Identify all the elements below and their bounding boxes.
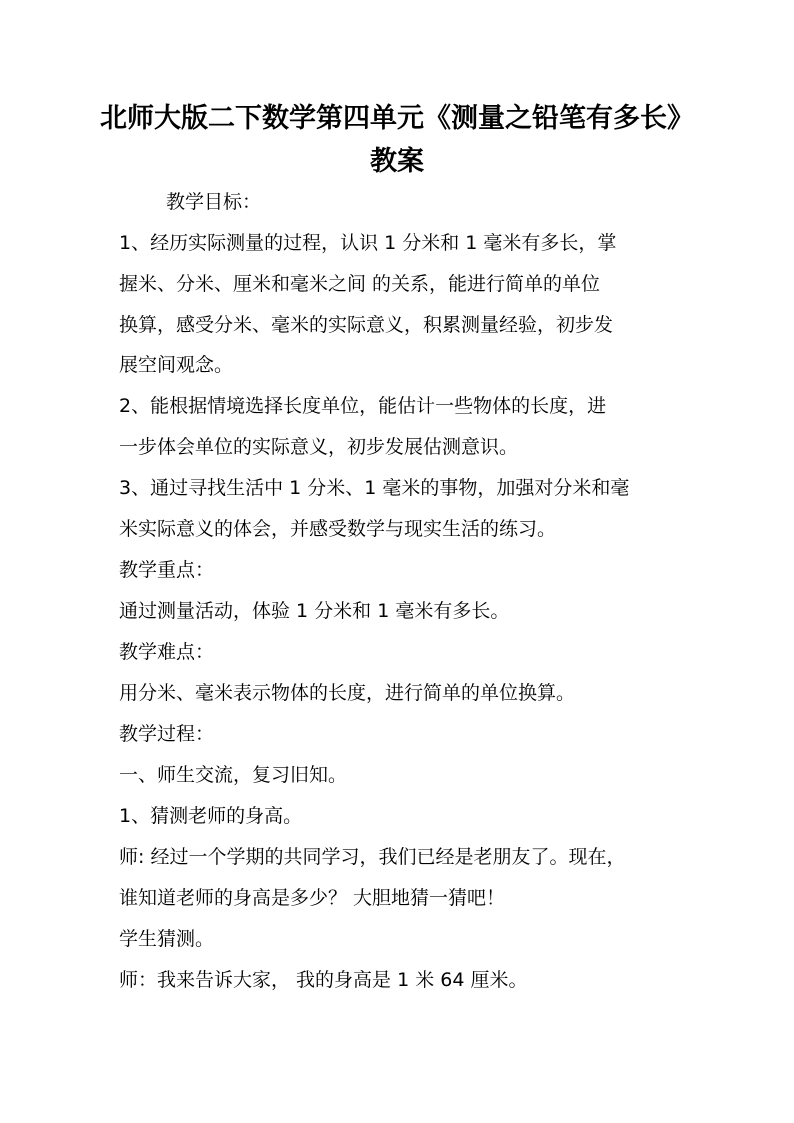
- paragraph-line: 3、通过寻找生活中 1 分米、1 毫米的事物，加强对分米和毫: [119, 477, 630, 499]
- section-heading-difficulties: 教学难点：: [119, 641, 215, 663]
- paragraph-line: 一、师生交流，复习旧知。: [119, 764, 348, 786]
- paragraph-line: 师：我来告诉大家， 我的身高是 1 米 64 厘米。: [119, 969, 528, 991]
- paragraph-line: 师: 经过一个学期的共同学习，我们已经是老朋友了。现在，: [119, 846, 626, 868]
- paragraph-line: 米实际意义的体会，并感受数学与现实生活的练习。: [119, 518, 557, 540]
- section-heading-objectives: 教学目标：: [166, 191, 262, 213]
- paragraph-line: 学生猜测。: [119, 928, 215, 950]
- paragraph-line: 一步体会单位的实际意义，初步发展估测意识。: [119, 436, 519, 458]
- paragraph-line: 通过测量活动，体验 1 分米和 1 毫米有多长。: [119, 600, 510, 622]
- paragraph-line: 1、经历实际测量的过程，认识 1 分米和 1 毫米有多长，掌: [119, 232, 617, 254]
- paragraph-line: 握米、分米、厘米和毫米之间 的关系，能进行简单的单位: [119, 273, 601, 295]
- paragraph-line: 1、猜测老师的身高。: [119, 805, 303, 827]
- section-heading-process: 教学过程：: [119, 723, 215, 745]
- document-title-continued: 教案: [370, 146, 424, 177]
- paragraph-line: 2、能根据情境选择长度单位，能估计一些物体的长度，进: [119, 395, 607, 417]
- paragraph-line: 展空间观念。: [119, 354, 234, 376]
- paragraph-line: 谁知道老师的身高是多少？ 大胆地猜一猜吧！: [119, 887, 506, 909]
- paragraph-line: 用分米、毫米表示物体的长度，进行简单的单位换算。: [119, 682, 576, 704]
- section-heading-key-points: 教学重点：: [119, 559, 215, 581]
- document-title: 北师大版二下数学第四单元《测量之铅笔有多长》: [100, 103, 694, 134]
- paragraph-line: 换算，感受分米、毫米的实际意义，积累测量经验，初步发: [119, 314, 614, 336]
